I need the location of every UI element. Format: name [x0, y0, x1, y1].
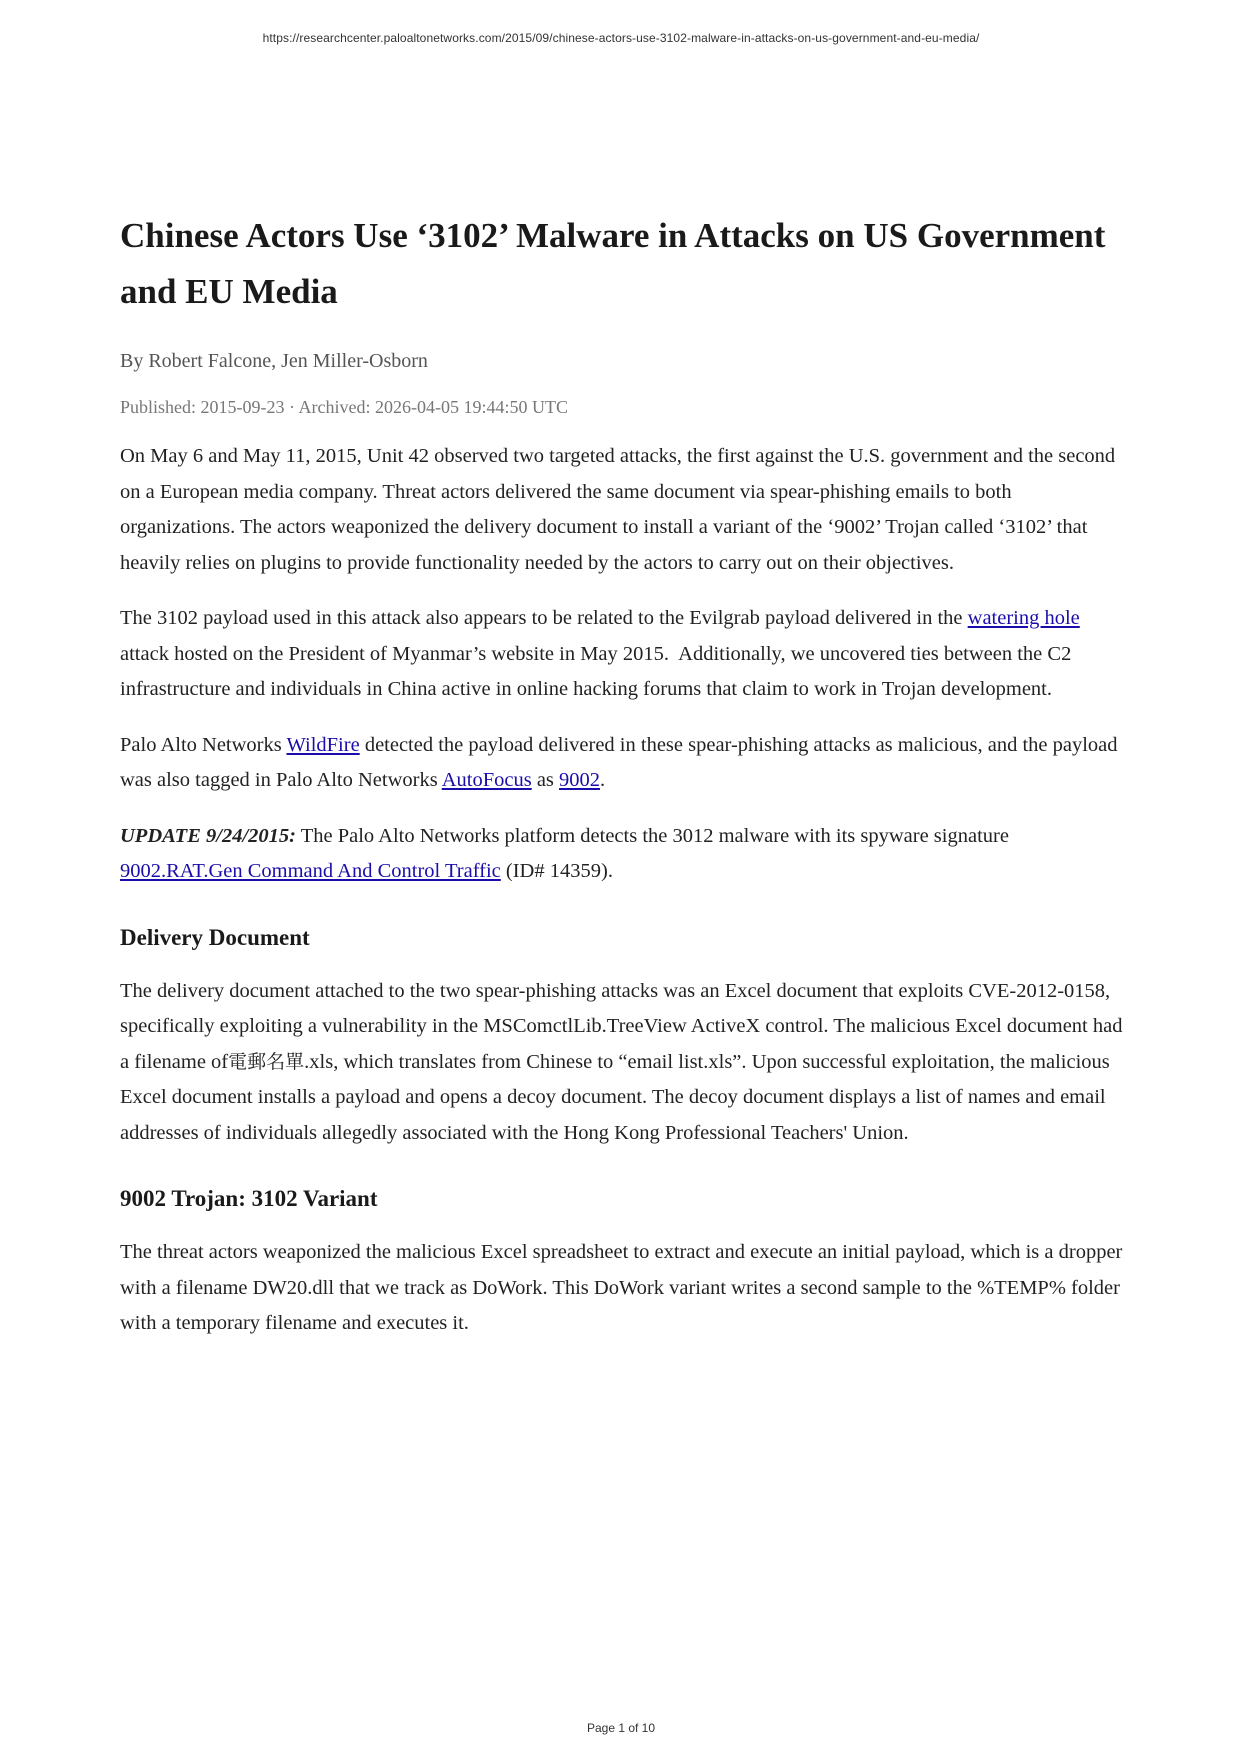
autofocus-link[interactable]: AutoFocus: [441, 769, 532, 791]
article: [120, 208, 1130, 1362]
paragraph-text: .: [600, 769, 606, 791]
page-url-header: https://researchcenter.paloaltonetworks.com/2015/09/chinese-actors-use-3102-malware-in-attacks-on-us-government-and-eu-media/: [262, 31, 980, 45]
tag-9002-link[interactable]: 9002: [559, 769, 601, 791]
paragraph-text: (ID# 14359).: [500, 860, 613, 882]
wildfire-paragraph: [120, 728, 1130, 799]
paragraph-text: Palo Alto Networks: [120, 733, 287, 756]
update-paragraph: [120, 819, 1130, 890]
paragraph-text: attack hosted on the President of Myanmar’s website in May 2015. Additionally, we uncovered ties between the C2 infrastructure and individuals in China active in online hacking forums that claim to work in Trojan development.: [120, 642, 1072, 700]
intro-paragraph: On May 6 and May 11, 2015, Unit 42 observed two targeted attacks, the first against the U.S. government and the second on a European media company. Threat actors delivered the same document via spear-phishing emails to both organizations. The actors weaponized the delivery document to install a variant of the ‘9002’ Trojan called ‘3102’ that heavily relies on plugins to provide functionality needed by the actors to carry out on their objectives.: [120, 445, 1116, 574]
article-title: Chinese Actors Use ‘3102’ Malware in Attacks on US Government and EU Media: [120, 216, 1106, 311]
delivery-document-paragraph: [120, 974, 1130, 1152]
paragraph-text: .xls, which translates from Chinese to “email list.xls”. Upon successful exploitation, the malicious Excel document installs a payload and opens a decoy document. The decoy document displays a list of names and email addresses of individuals allegedly associated with the Hong Kong Professional Teachers' Union.: [120, 1050, 1110, 1144]
wildfire-link[interactable]: WildFire: [286, 733, 360, 756]
signature-link[interactable]: 9002.RAT.Gen Command And Control Traffic: [120, 860, 501, 882]
trojan-variant-paragraph: The threat actors weaponized the malicious Excel spreadsheet to extract and execute an initial payload, which is a dropper with a filename DW20.dll that we track as DoWork. This DoWork variant writes a second sample to the %TEMP% folder with a temporary filename and executes it.: [120, 1241, 1123, 1334]
trojan-variant-heading: 9002 Trojan: 3102 Variant: [120, 1186, 378, 1211]
watering-hole-link[interactable]: watering hole: [967, 607, 1080, 629]
published-date: Published: 2015-09-23 · Archived: 2026-04-05 19:44:50 UTC: [120, 397, 568, 417]
paragraph-text: The Palo Alto Networks platform detects the 3012 malware with its spyware signature: [295, 824, 1009, 847]
article-byline: By Robert Falcone, Jen Miller-Osborn: [120, 350, 428, 372]
delivery-document-heading: Delivery Document: [120, 924, 310, 950]
update-label: UPDATE 9/24/2015:: [120, 824, 296, 847]
page-number: Page 1 of 10: [586, 1721, 656, 1735]
paragraph-text: detected the payload delivered in these spear-phishing attacks as malicious, and the payload was also tagged in Palo Alto Networks: [120, 733, 1118, 791]
paragraph-text: The 3102 payload used in this attack also appears to be related to the Evilgrab payload delivered in the: [120, 607, 968, 629]
paragraph-text: The delivery document attached to the two spear-phishing attacks was an Excel document that exploits CVE-2012-0158, specifically exploiting a vulnerability in the MSComctlLib.TreeView ActiveX control. The malicious Excel document had a filename of: [120, 979, 1123, 1073]
chinese-filename: 電郵名單: [228, 1050, 305, 1073]
article-body: [120, 439, 1130, 1342]
paragraph-text: as: [531, 769, 560, 791]
evilgrab-paragraph: [120, 601, 1130, 708]
